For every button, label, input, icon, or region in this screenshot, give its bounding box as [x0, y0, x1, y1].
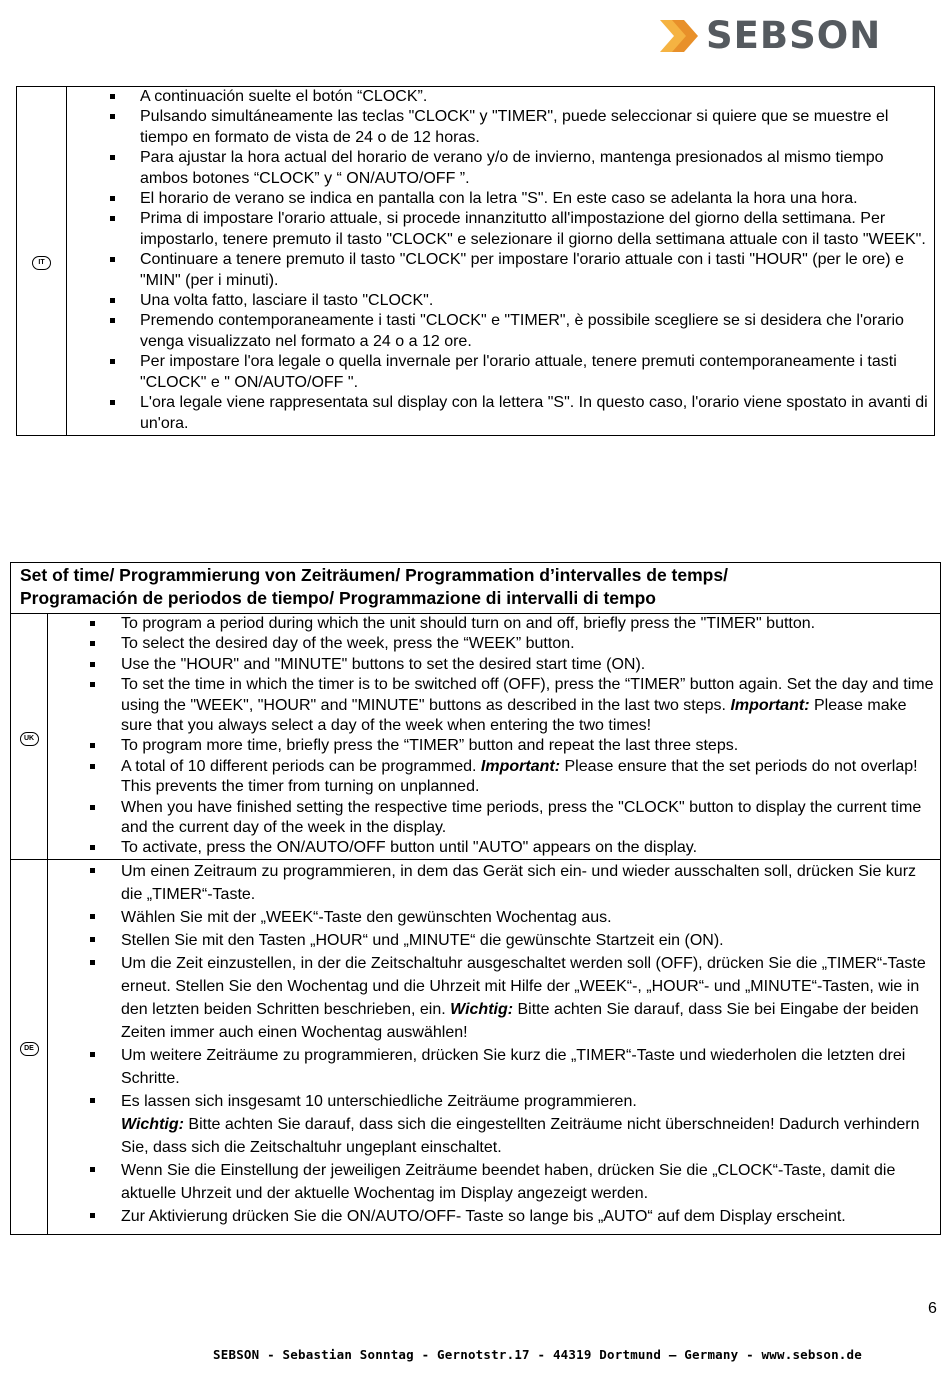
flag-cell	[11, 614, 48, 860]
list-item	[48, 929, 940, 952]
instruction-cell	[67, 87, 935, 436]
item-text: Per impostare l'ora legale o quella invernale per l'orario attuale, tenere premuti contemporaneamente i tasti "CLOCK" e " ON/AUTO/OFF ".	[140, 353, 897, 391]
item-text: Pulsando simultáneamente las teclas "CLOCK" y "TIMER", puede seleccionar si quiere que se muestre el tiempo en formato de vista de 24 o de 12 horas.	[140, 108, 889, 146]
item-text: Bitte achten Sie darauf, dass Sie bei Eingabe der beiden Zeiten immer auch einen Wochentag auswählen!	[121, 1000, 919, 1041]
list-item	[48, 1159, 940, 1205]
instruction-cell	[48, 859, 941, 1234]
item-text: Una volta fatto, lasciare il tasto "CLOCK".	[140, 292, 434, 310]
timer-section	[10, 562, 941, 1235]
item-text: Use the "HOUR" and "MINUTE" buttons to set the desired start time (ON).	[121, 655, 646, 673]
page-number: 6	[928, 1300, 937, 1317]
list-item	[67, 107, 934, 148]
de-instruction-list	[48, 860, 940, 1228]
item-text: Um weitere Zeiträume zu programmieren, drücken Sie kurz die „TIMER“-Taste und wiederholen die letzten drei Schritte.	[121, 1046, 906, 1087]
list-item	[48, 736, 940, 756]
section-title	[11, 563, 940, 613]
item-text: Wenn Sie die Einstellung der jeweiligen Zeiträume beendet haben, drücken Sie die „CLOCK“-Taste, damit die aktuelle Uhrzeit und der aktuelle Wochentag im Display angezeigt werden.	[121, 1161, 896, 1202]
list-item	[48, 798, 940, 839]
list-item	[48, 675, 940, 736]
item-text: Um die Zeit einzustellen, in der die Zeitschaltuhr ausgeschaltet werden soll (OFF), drücken Sie die „TIMER“-Taste erneut. Stellen Sie den Wochentag und die Uhrzeit mit Hilfe der „WEEK“-, „HOUR“- und „MINUTE“-Tasten, wie in den letzten beiden Schritten beschrieben, ein.	[121, 954, 926, 1018]
it-flag-badge: IT	[32, 256, 51, 270]
item-text: A total of 10 different periods can be programmed.	[121, 757, 481, 775]
item-text: Please make sure that you always select a day of the week when entering the two times!	[121, 696, 907, 735]
item-text: To program more time, briefly press the “TIMER” button and repeat the last three steps.	[121, 737, 739, 755]
item-text: Es lassen sich insgesamt 10 unterschiedliche Zeiträume programmieren.	[121, 1092, 637, 1110]
list-item	[67, 250, 934, 291]
list-item	[48, 655, 940, 675]
italian-section	[16, 86, 935, 436]
emphasis-label: Important:	[730, 696, 810, 714]
list-item	[48, 634, 940, 654]
list-item	[48, 1044, 940, 1090]
item-text: A continuación suelte el botón “CLOCK”.	[140, 88, 428, 105]
item-text: To program a period during which the unit should turn on and off, briefly press the "TIMER" button.	[121, 615, 816, 632]
item-text: Prima di impostare l'orario attuale, si procede innanzitutto all'impostazione del giorno della settimana. Per impostarlo, tenere premuto il tasto "CLOCK" e selezionare il giorno della settimana attuale con il tasto "WEEK".	[140, 210, 926, 248]
title-line-2: Programación de periodos de tiempo/ Programmazione di intervalli di tempo	[20, 588, 656, 608]
item-text: Stellen Sie mit den Tasten „HOUR“ und „MINUTE“ die gewünschte Startzeit ein (ON).	[121, 931, 724, 949]
brand-logo	[660, 14, 890, 58]
title-line-1: Set of time/ Programmierung von Zeiträumen/ Programmation d’intervalles de temps/	[20, 565, 728, 585]
emphasis-label: Wichtig:	[450, 1000, 514, 1018]
item-text: To select the desired day of the week, press the “WEEK” button.	[121, 635, 575, 653]
list-item	[48, 757, 940, 798]
item-text: Premendo contemporaneamente i tasti "CLOCK" e "TIMER", è possibile scegliere se si desidera che l'orario venga visualizzato nel formato a 24 o a 12 ore.	[140, 312, 904, 350]
item-text: Para ajustar la hora actual del horario de verano y/o de invierno, mantenga presionados al mismo tiempo ambos botones “CLOCK” y “ ON/AUTO/OFF ”.	[140, 149, 884, 187]
flag-cell	[17, 87, 67, 436]
list-item	[48, 860, 940, 906]
chevron-logo-icon	[660, 18, 702, 54]
list-item	[67, 148, 934, 189]
item-text: El horario de verano se indica en pantalla con la letra "S". En este caso se adelanta la hora una hora.	[140, 190, 858, 208]
list-item	[67, 189, 934, 209]
list-item	[48, 952, 940, 1044]
list-item	[67, 209, 934, 250]
list-item	[67, 311, 934, 352]
instruction-cell	[48, 614, 941, 860]
uk-instruction-list	[48, 614, 940, 859]
list-item	[48, 906, 940, 929]
list-item	[67, 393, 934, 434]
emphasis-label: Important:	[480, 757, 561, 775]
brand-name: SEBSON	[706, 14, 882, 57]
item-text: When you have finished setting the respective time periods, press the "CLOCK" button to display the current time and the current day of the week in the display.	[121, 798, 922, 837]
item-text: Um einen Zeitraum zu programmieren, in dem das Gerät sich ein- und wieder ausschalten soll, drücken Sie kurz die „TIMER“-Taste.	[121, 862, 917, 903]
item-text: Wählen Sie mit der „WEEK“-Taste den gewünschten Wochentag aus.	[121, 908, 612, 926]
uk-flag-badge: UK	[20, 732, 39, 746]
list-item	[67, 87, 934, 107]
emphasis-label: Wichtig:	[121, 1115, 184, 1133]
item-text: To set the time in which the timer is to be switched off (OFF), press the “TIMER” button again. Set the day and time using the "WEEK", "HOUR" and "MINUTE" buttons as described in the last two steps.	[121, 676, 934, 714]
item-text: Continuare a tenere premuto il tasto "CLOCK" per impostare l'orario attuale con i tasti "HOUR" (per le ore) e "MIN" (per i minuti).	[140, 251, 904, 289]
list-item	[48, 1090, 940, 1159]
section-header	[11, 563, 941, 614]
it-instruction-list	[67, 87, 934, 434]
item-text: Bitte achten Sie darauf, dass sich die eingestellten Zeiträume nicht überschneiden! Dadurch verhindern Sie, dass sich die Zeitschaltuhr ungeplant einschaltet.	[121, 1115, 920, 1156]
list-item	[48, 838, 940, 858]
list-item	[67, 352, 934, 393]
de-flag-badge: DE	[20, 1042, 39, 1056]
list-item	[48, 1205, 940, 1228]
flag-cell	[11, 859, 48, 1234]
item-text: L'ora legale viene rappresentata sul display con la lettera "S". In questo caso, l'orario viene spostato in avanti di un'ora.	[140, 394, 928, 432]
footer: SEBSON - Sebastian Sonntag - Gernotstr.17 - 44319 Dortmund – Germany - www.sebson.de	[213, 1347, 862, 1362]
list-item	[48, 614, 940, 634]
list-item	[67, 291, 934, 311]
item-text: Zur Aktivierung drücken Sie die ON/AUTO/OFF- Taste so lange bis „AUTO“ auf dem Display erscheint.	[121, 1207, 846, 1225]
item-text: Please ensure that the set periods do not overlap! This prevents the timer from turning on unplanned.	[121, 757, 918, 796]
item-text: To activate, press the ON/AUTO/OFF button until "AUTO" appears on the display.	[121, 839, 698, 857]
